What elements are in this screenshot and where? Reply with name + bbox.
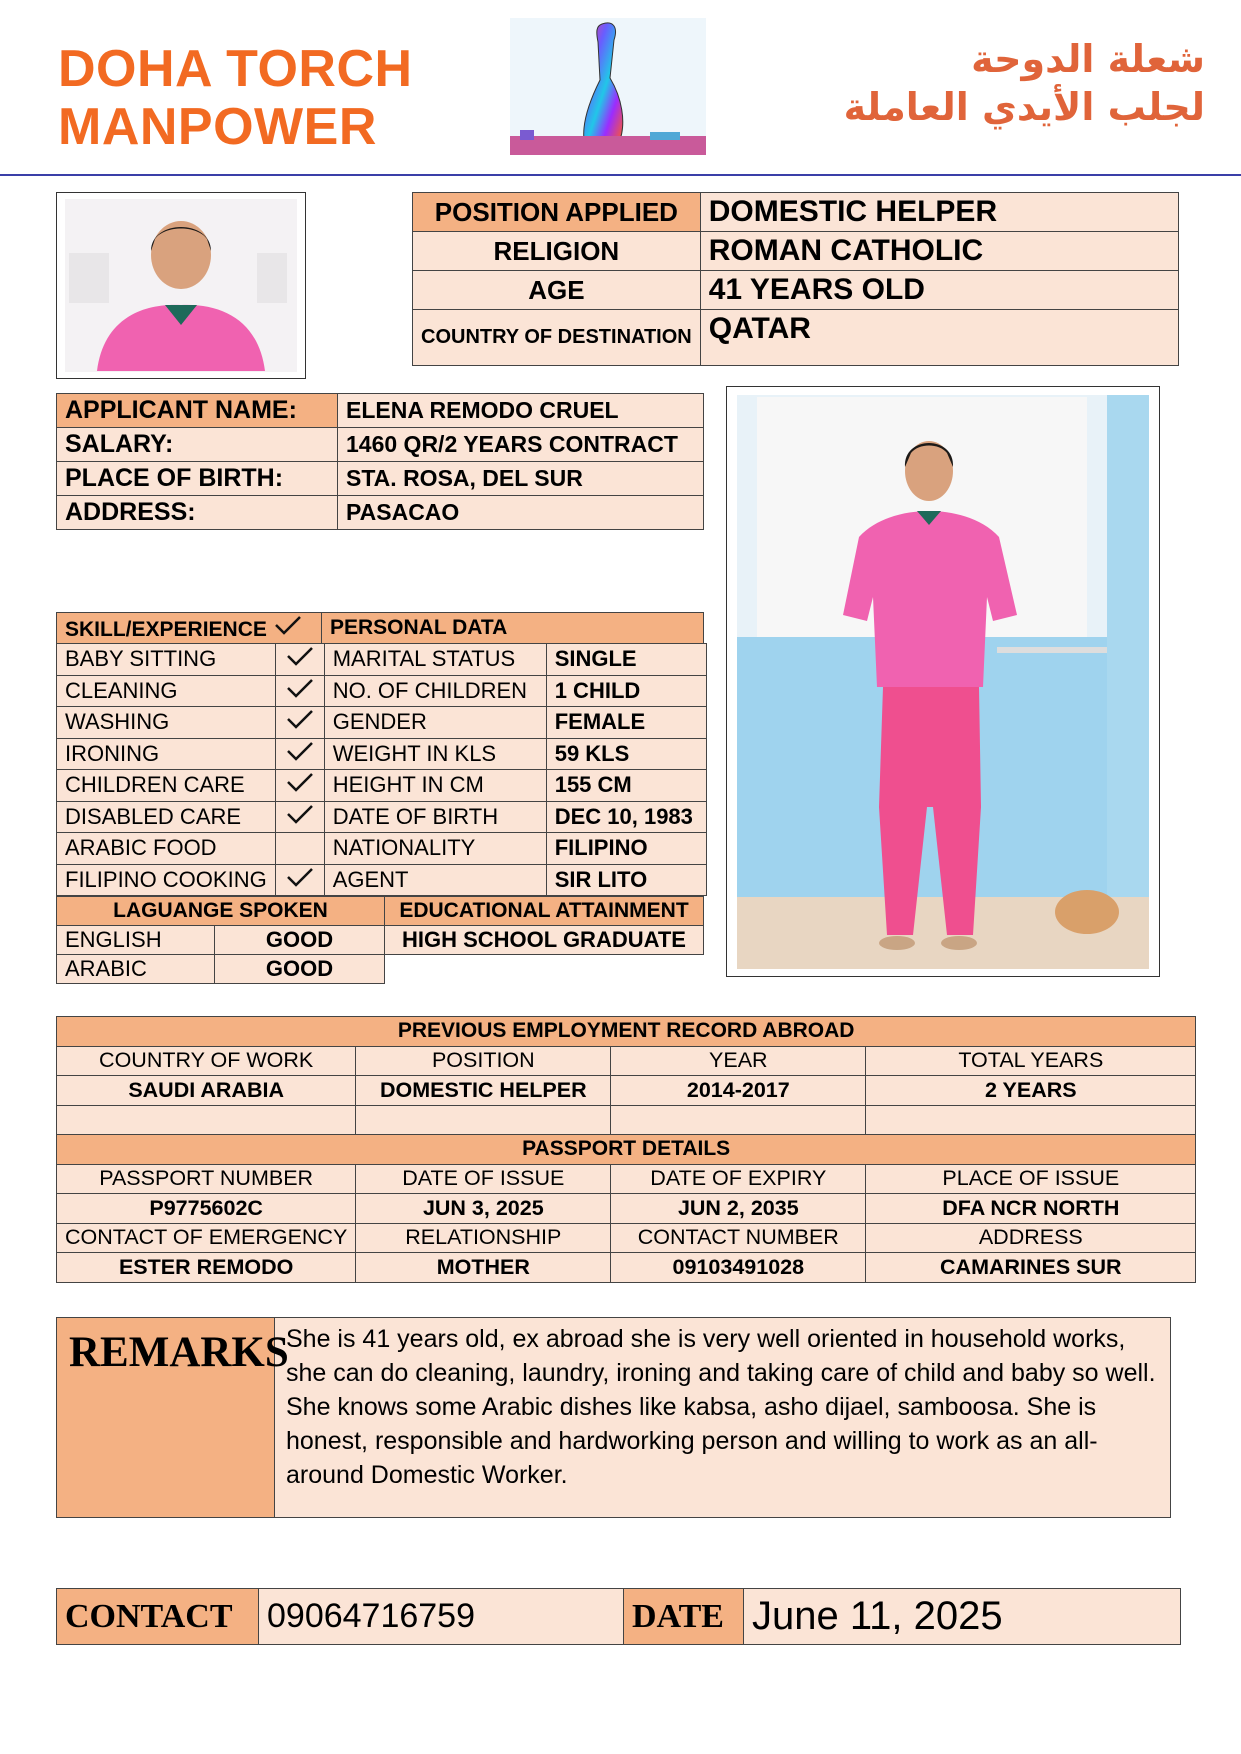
employment-header: COUNTRY OF WORK (57, 1046, 356, 1076)
language-name: ENGLISH (57, 926, 215, 955)
destination-value: QATAR (700, 310, 1178, 366)
employment-header: YEAR (611, 1046, 866, 1076)
skill-row (57, 864, 707, 896)
check-icon (285, 866, 315, 888)
personal-label: HEIGHT IN CM (324, 770, 546, 802)
personal-header: PERSONAL DATA (322, 613, 704, 645)
passport-place-of-issue: DFA NCR NORTH (866, 1194, 1196, 1224)
language-education-table (56, 896, 704, 984)
skill-row (57, 675, 707, 707)
skills-header-label: SKILL/EXPERIENCE (65, 618, 267, 642)
brand-line-1: DOHA TORCH (58, 40, 413, 98)
skill-row (57, 833, 707, 865)
emergency-contact-number: 09103491028 (611, 1253, 866, 1283)
remarks-box (56, 1317, 1171, 1518)
personal-label: WEIGHT IN KLS (324, 738, 546, 770)
skills-rows (56, 643, 707, 896)
passport-header: DATE OF EXPIRY (611, 1164, 866, 1194)
position-applied-label: POSITION APPLIED (413, 193, 701, 232)
skill-check-cell (275, 864, 324, 896)
personal-value: 155 CM (546, 770, 706, 802)
skill-name: CHILDREN CARE (57, 770, 276, 802)
employment-header: TOTAL YEARS (866, 1046, 1196, 1076)
contact-label: CONTACT (57, 1589, 259, 1645)
skill-name: CLEANING (57, 675, 276, 707)
personal-label: NATIONALITY (324, 833, 546, 865)
personal-value: SINGLE (546, 644, 706, 676)
check-icon (285, 740, 315, 762)
emergency-header: CONTACT OF EMERGENCY (57, 1223, 356, 1253)
passport-date-of-issue: JUN 3, 2025 (356, 1194, 611, 1224)
empty-cell (57, 1105, 356, 1135)
destination-label: COUNTRY OF DESTINATION (413, 310, 701, 366)
applicant-name-label: APPLICANT NAME: (57, 394, 338, 428)
check-icon (285, 677, 315, 699)
brand-line-2: MANPOWER (58, 98, 377, 156)
address-label: ADDRESS: (57, 496, 338, 530)
personal-value: 59 KLS (546, 738, 706, 770)
employment-total-years: 2 YEARS (866, 1076, 1196, 1106)
personal-value: FILIPINO (546, 833, 706, 865)
passport-title: PASSPORT DETAILS (57, 1135, 1196, 1165)
empty-cell (611, 1105, 866, 1135)
emergency-header: ADDRESS (866, 1223, 1196, 1253)
age-label: AGE (413, 271, 701, 310)
salary-value: 1460 QR/2 YEARS CONTRACT (338, 428, 704, 462)
personal-label: MARITAL STATUS (324, 644, 546, 676)
empty-cell (866, 1105, 1196, 1135)
check-icon (285, 708, 315, 730)
employment-position: DOMESTIC HELPER (356, 1076, 611, 1106)
salary-label: SALARY: (57, 428, 338, 462)
position-table (412, 192, 1179, 366)
religion-label: RELIGION (413, 232, 701, 271)
personal-label: DATE OF BIRTH (324, 801, 546, 833)
skill-name: BABY SITTING (57, 644, 276, 676)
check-icon (273, 614, 303, 636)
skill-check-cell (275, 644, 324, 676)
passport-header: PASSPORT NUMBER (57, 1164, 356, 1194)
skill-name: DISABLED CARE (57, 801, 276, 833)
passport-date-of-expiry: JUN 2, 2035 (611, 1194, 866, 1224)
skills-personal-table (56, 612, 704, 645)
check-icon (285, 771, 315, 793)
language-name: ARABIC (57, 955, 215, 984)
header-divider (0, 174, 1241, 176)
personal-label: GENDER (324, 707, 546, 739)
applicant-full-body-photo (726, 386, 1160, 977)
place-of-birth-label: PLACE OF BIRTH: (57, 462, 338, 496)
personal-label: AGENT (324, 864, 546, 896)
skill-row (57, 644, 707, 676)
religion-value: ROMAN CATHOLIC (700, 232, 1178, 271)
empty-cell (385, 955, 704, 984)
employment-title: PREVIOUS EMPLOYMENT RECORD ABROAD (57, 1017, 1196, 1047)
skill-row (57, 770, 707, 802)
arabic-line-1: شعلة الدوحة (971, 37, 1205, 81)
remarks-text: She is 41 years old, ex abroad she is very well oriented in household works, she can do cleaning, laundry, ironing and taking care of child and baby so well. She knows some Arabic dishes like kabsa, asho dijael, samboosa. She is honest, responsible and hardworking person and willing to work as an all-around Domestic Worker. (286, 1325, 1156, 1489)
check-icon (285, 645, 315, 667)
education-value: HIGH SCHOOL GRADUATE (385, 926, 704, 955)
language-level: GOOD (215, 926, 385, 955)
arabic-brand-name (745, 35, 1205, 131)
applicant-portrait-photo (56, 192, 306, 379)
employment-country: SAUDI ARABIA (57, 1076, 356, 1106)
skill-name: FILIPINO COOKING (57, 864, 276, 896)
check-icon (285, 803, 315, 825)
position-applied-value: DOMESTIC HELPER (700, 193, 1178, 232)
applicant-name-value: ELENA REMODO CRUEL (338, 394, 704, 428)
skill-check-cell (275, 707, 324, 739)
arabic-line-2: لجلب الأيدي العاملة (843, 85, 1205, 129)
address-value: PASACAO (338, 496, 704, 530)
passport-header: PLACE OF ISSUE (866, 1164, 1196, 1194)
skill-check-cell (275, 738, 324, 770)
personal-value: DEC 10, 1983 (546, 801, 706, 833)
employment-header: POSITION (356, 1046, 611, 1076)
empty-cell (356, 1105, 611, 1135)
emergency-contact-name: ESTER REMODO (57, 1253, 356, 1283)
skill-check-cell (275, 770, 324, 802)
skill-row (57, 738, 707, 770)
employment-passport-table (56, 1016, 1196, 1283)
skill-check-cell (275, 675, 324, 707)
torch-tower-logo (510, 18, 706, 155)
passport-number: P9775602C (57, 1194, 356, 1224)
personal-value: SIR LITO (546, 864, 706, 896)
applicant-table (56, 393, 704, 530)
skills-header (57, 613, 322, 645)
emergency-address: CAMARINES SUR (866, 1253, 1196, 1283)
skill-name: IRONING (57, 738, 276, 770)
employment-year: 2014-2017 (611, 1076, 866, 1106)
skill-name: WASHING (57, 707, 276, 739)
passport-header: DATE OF ISSUE (356, 1164, 611, 1194)
date-label: DATE (624, 1589, 744, 1645)
skill-row (57, 801, 707, 833)
date-value: June 11, 2025 (744, 1589, 1181, 1645)
education-header: EDUCATIONAL ATTAINMENT (385, 897, 704, 926)
skill-check-cell (275, 801, 324, 833)
emergency-relationship: MOTHER (356, 1253, 611, 1283)
skill-row (57, 707, 707, 739)
contact-date-table (56, 1588, 1181, 1645)
contact-number: 09064716759 (259, 1589, 624, 1645)
remarks-label: REMARKS (57, 1318, 275, 1517)
language-level: GOOD (215, 955, 385, 984)
language-header: LAGUANGE SPOKEN (57, 897, 385, 926)
personal-label: NO. OF CHILDREN (324, 675, 546, 707)
age-value: 41 YEARS OLD (700, 271, 1178, 310)
personal-value: 1 CHILD (546, 675, 706, 707)
brand-name (58, 40, 413, 156)
skill-name: ARABIC FOOD (57, 833, 276, 865)
personal-value: FEMALE (546, 707, 706, 739)
place-of-birth-value: STA. ROSA, DEL SUR (338, 462, 704, 496)
emergency-header: RELATIONSHIP (356, 1223, 611, 1253)
emergency-header: CONTACT NUMBER (611, 1223, 866, 1253)
skill-check-cell (275, 833, 324, 865)
